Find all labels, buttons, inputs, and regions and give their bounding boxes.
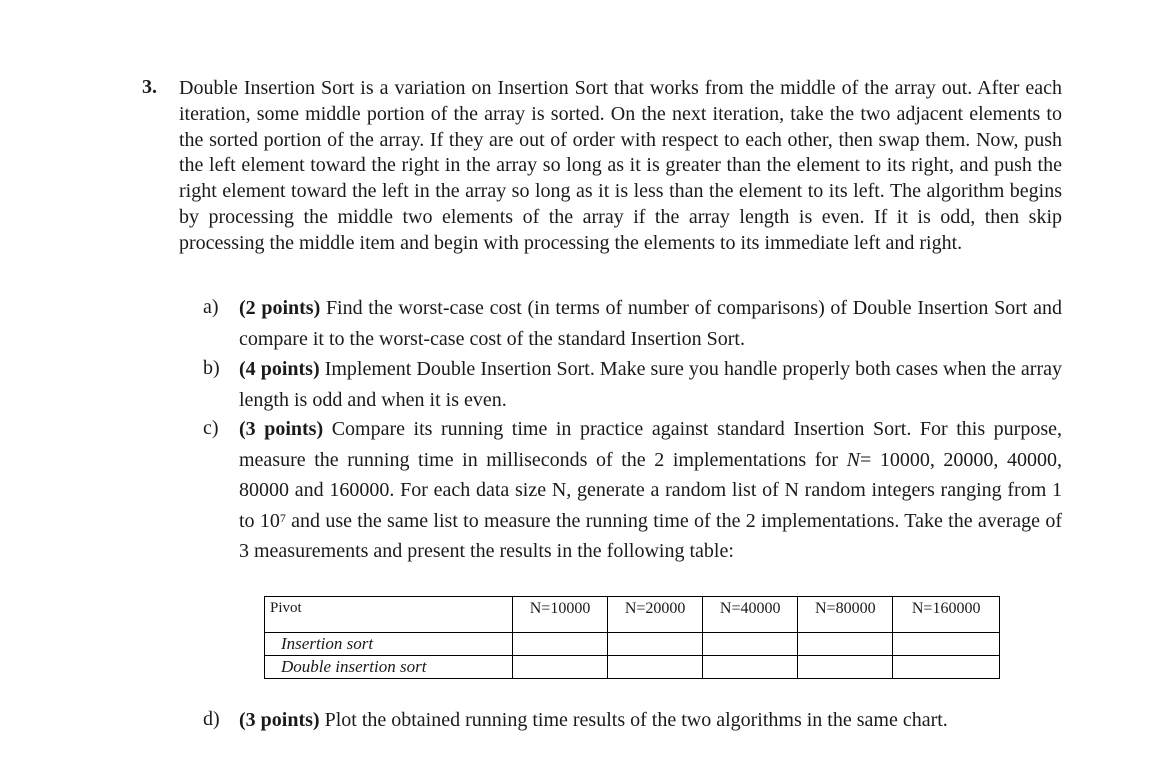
part-c-n-variable: N <box>846 448 860 471</box>
part-d-text: Plot the obtained running time results of the two algorithms in the same chart. <box>324 709 948 731</box>
table-row <box>265 656 1000 679</box>
part-b-points: (4 points) <box>239 358 320 380</box>
part-d-points: (3 points) <box>239 709 320 731</box>
part-a-letter: a) <box>203 296 219 318</box>
table-cell <box>513 633 608 656</box>
results-table <box>264 596 1000 679</box>
part-c-letter: c) <box>203 417 219 439</box>
row-label-insertion-sort: Insertion sort <box>265 633 513 656</box>
part-d-letter: d) <box>203 708 220 730</box>
part-c-text-2: = 10000, 20000, 40000, 80000 and 160000. For each data size N, generate a random list of N random integers ranging from 1 to 10 <box>239 448 1063 532</box>
table-header-n20000: N=20000 <box>608 597 703 633</box>
table-cell <box>703 656 798 679</box>
part-b-text: Implement Double Insertion Sort. Make sure you handle properly both cases when the array length is odd and when it is even. <box>239 358 1062 411</box>
table-header-row <box>265 597 1000 633</box>
table-row <box>265 633 1000 656</box>
part-c-exponent: 7 <box>279 510 286 525</box>
table-cell <box>703 633 798 656</box>
question-text: Double Insertion Sort is a variation on Insertion Sort that works from the middle of the array out. After each iteration, some middle portion of the array is sorted. On the next iteration, take the two adjacent elements to the sorted portion of the array. If they are out of order with respect to each other, then swap them. Now, push the left element toward the right in the array so long as it is greater than the element to its right, and push the right element toward the left in the array so long as it is less than the element to its left. The algorithm begins by processing the middle two elements of the array if the array length is even. If it is odd, then skip processing the middle item and begin with processing the elements to its immediate left and right. <box>179 77 1062 254</box>
table-cell <box>513 656 608 679</box>
question-number: 3. <box>142 76 157 98</box>
part-a-points: (2 points) <box>239 297 321 319</box>
table-cell <box>893 656 1000 679</box>
part-b-letter: b) <box>203 357 220 379</box>
part-c <box>239 414 1062 567</box>
part-b <box>239 354 1062 415</box>
part-c-text-3: and use the same list to measure the running time of the 2 implementations. Take the average of 3 measurements and present the results in the following table: <box>239 509 1063 562</box>
part-a <box>239 293 1062 354</box>
part-d <box>239 705 1062 736</box>
table-cell <box>798 633 893 656</box>
part-c-points: (3 points) <box>239 418 324 440</box>
table-cell <box>798 656 893 679</box>
table-cell <box>608 656 703 679</box>
table-header-pivot: Pivot <box>265 597 513 633</box>
table-header-n160000: N=160000 <box>893 597 1000 633</box>
row-label-double-insertion-sort: Double insertion sort <box>265 656 513 679</box>
part-a-text: Find the worst-case cost (in terms of number of comparisons) of Double Insertion Sort and compare it to the worst-case cost of the standard Insertion Sort. <box>239 297 1062 350</box>
table-cell <box>893 633 1000 656</box>
table-header-n40000: N=40000 <box>703 597 798 633</box>
table-header-n10000: N=10000 <box>513 597 608 633</box>
table-header-n80000: N=80000 <box>798 597 893 633</box>
table-cell <box>608 633 703 656</box>
part-c-text-1: Compare its running time in practice against standard Insertion Sort. For this purpose, measure the running time in milliseconds of the 2 implementations for <box>239 418 1062 471</box>
